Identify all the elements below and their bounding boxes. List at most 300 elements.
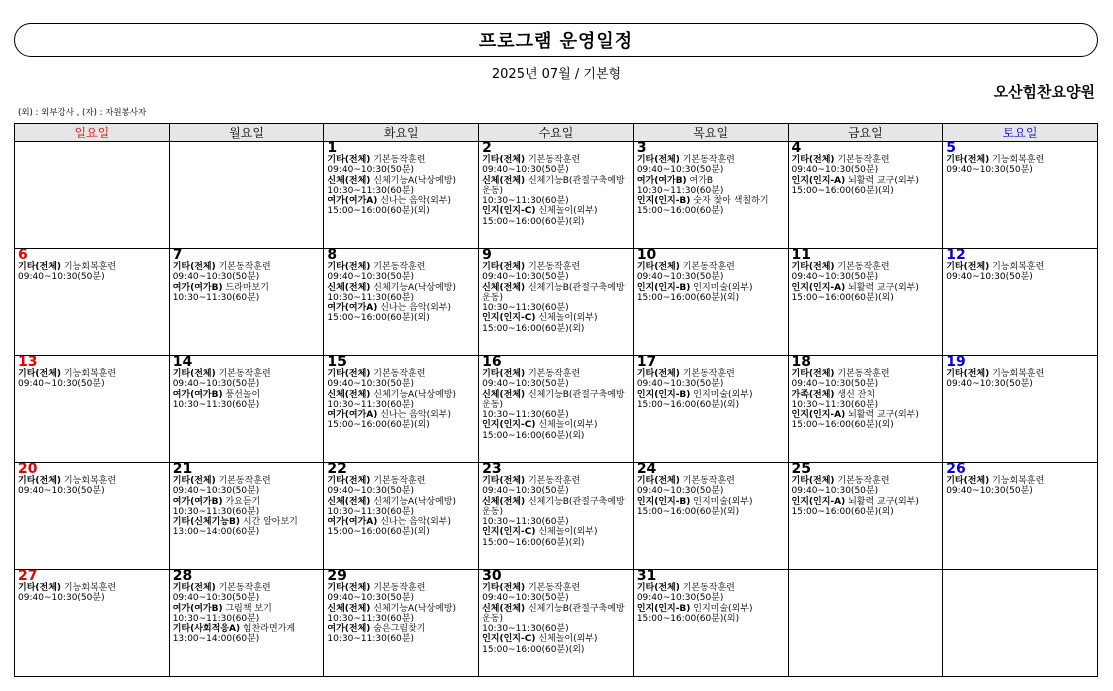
day-cell — [633, 463, 788, 570]
program-category: 기타(전체) — [482, 476, 526, 486]
program-name: 기본동작훈련 — [679, 476, 735, 486]
program-name: 힘찬라면가게 — [240, 624, 296, 635]
day-number: 19 — [946, 355, 966, 370]
program-category: 기타(전체) — [791, 369, 835, 379]
program-category: 인지(인지-B) — [636, 496, 691, 507]
program-time: 09:40~10:30(50분) — [636, 486, 724, 497]
day-number: 22 — [327, 462, 347, 477]
program-entry — [637, 262, 788, 283]
program-category: 신체(전체) — [482, 282, 526, 293]
program-entry — [637, 497, 788, 518]
program-time: 10:30~11:30(60분) — [327, 185, 414, 196]
program-category: 기타(전체) — [18, 369, 62, 379]
day-cell — [943, 356, 1098, 463]
program-entry — [327, 176, 478, 197]
program-category: 기타(전체) — [946, 155, 990, 165]
program-name: 생신 잔치 — [834, 389, 876, 400]
program-name: 기본동작훈련 — [679, 262, 735, 272]
day-cell — [324, 463, 479, 570]
program-entry — [482, 283, 633, 314]
day-cell — [943, 142, 1098, 249]
program-entry — [946, 476, 1097, 497]
program-category: 기타(전체) — [172, 583, 216, 593]
program-name: 기본동작훈련 — [215, 369, 271, 379]
program-category: 신체(전체) — [327, 282, 371, 293]
program-name: 기본동작훈련 — [834, 476, 890, 486]
program-time: 15:00~16:00(60분)(외) — [791, 185, 894, 196]
program-time: 10:30~11:30(60분) — [327, 613, 414, 624]
program-category: 여가(여가B) — [636, 175, 687, 186]
program-category: 기타(전체) — [482, 369, 526, 379]
program-name: 기본동작훈련 — [679, 155, 735, 165]
program-name: 인지미술(외부) — [690, 389, 753, 400]
program-time: 15:00~16:00(60분)(외) — [482, 430, 585, 441]
program-entry — [792, 476, 943, 497]
day-number: 23 — [482, 462, 502, 477]
program-name: 그림책 보기 — [222, 603, 272, 614]
program-category: 인지(인지-C) — [482, 420, 536, 431]
day-number: 10 — [636, 248, 657, 263]
weekday-header-row — [15, 124, 1098, 142]
program-name: 기본동작훈련 — [370, 369, 426, 379]
calendar-week-row — [15, 570, 1098, 677]
day-cell — [15, 463, 170, 570]
day-cell — [633, 142, 788, 249]
program-time: 15:00~16:00(60분)(외) — [327, 313, 430, 324]
program-entry — [327, 303, 478, 324]
program-entry — [327, 155, 478, 176]
program-time: 15:00~16:00(60분)(외) — [482, 216, 585, 227]
program-entry — [482, 497, 633, 528]
day-number: 24 — [636, 462, 657, 477]
program-entry — [482, 420, 633, 441]
program-time: 10:30~11:30(60분) — [172, 292, 260, 303]
program-category: 기타(전체) — [172, 476, 216, 486]
program-time: 10:30~11:30(60분) — [482, 303, 569, 314]
program-name: 인지미술(외부) — [690, 603, 753, 614]
day-cell — [169, 463, 324, 570]
program-name: 인지미술(외부) — [690, 282, 753, 293]
day-cell — [479, 142, 634, 249]
program-time: 15:00~16:00(60분)(외) — [482, 644, 585, 655]
calendar-table — [14, 123, 1098, 677]
program-entry — [173, 517, 324, 538]
program-name: 기본동작훈련 — [370, 583, 426, 593]
program-entry — [637, 155, 788, 176]
program-time: 09:40~10:30(50분) — [791, 272, 879, 283]
program-time: 09:40~10:30(50분) — [327, 379, 414, 390]
program-time: 15:00~16:00(60분)(외) — [636, 399, 740, 410]
program-time: 09:40~10:30(50분) — [327, 593, 414, 604]
day-number: 31 — [636, 569, 657, 584]
program-time: 10:30~11:30(60분) — [482, 196, 569, 207]
day-cell — [15, 570, 170, 677]
program-time: 15:00~16:00(60분)(외) — [482, 323, 585, 334]
program-time: 10:30~11:30(60분) — [482, 624, 569, 635]
day-number: 25 — [791, 462, 811, 477]
program-time: 09:40~10:30(50분) — [18, 272, 105, 283]
program-entry — [482, 476, 633, 497]
day-number: 28 — [172, 569, 193, 584]
program-name: 기본동작훈련 — [370, 476, 426, 486]
program-category: 신체(전체) — [482, 496, 526, 507]
program-entry — [792, 410, 943, 431]
program-time: 09:40~10:30(50분) — [946, 486, 1033, 497]
program-name: 기능회복훈련 — [989, 262, 1045, 272]
weekday-header: 월요일 — [169, 124, 324, 142]
program-name: 기본동작훈련 — [525, 476, 581, 486]
program-entry — [173, 624, 324, 645]
program-category: 인지(인지-A) — [791, 175, 846, 186]
day-cell — [15, 142, 170, 249]
program-name: 뇌활력 교구(외부) — [845, 496, 919, 507]
program-name: 기능회복훈련 — [61, 369, 117, 379]
program-time: 15:00~16:00(60분) — [636, 206, 724, 217]
day-number: 8 — [327, 248, 338, 263]
day-cell — [169, 249, 324, 356]
organization-name: 오산힘찬요양원 — [993, 83, 1095, 101]
program-name: 뇌활력 교구(외부) — [845, 175, 919, 186]
program-category: 여가(여가B) — [172, 389, 223, 400]
day-cell — [479, 356, 634, 463]
program-time: 15:00~16:00(60분)(외) — [327, 206, 430, 217]
program-category: 기타(전체) — [636, 476, 680, 486]
program-entry — [637, 369, 788, 390]
program-entry — [637, 583, 788, 604]
program-time: 10:30~11:30(60분) — [327, 506, 414, 517]
program-time: 09:40~10:30(50분) — [791, 165, 879, 176]
program-time: 09:40~10:30(50분) — [636, 272, 724, 283]
program-time: 10:30~11:30(60분) — [482, 517, 569, 528]
program-name: 숫자 찾아 색칠하기 — [690, 196, 769, 207]
day-number: 7 — [172, 248, 183, 263]
program-name: 기본동작훈련 — [370, 155, 426, 165]
program-entry — [173, 604, 324, 625]
day-cell — [169, 142, 324, 249]
program-entry — [482, 604, 633, 635]
program-time: 09:40~10:30(50분) — [18, 486, 105, 497]
program-entry — [482, 634, 633, 655]
day-cell — [15, 356, 170, 463]
program-category: 기타(전체) — [636, 583, 680, 593]
program-entry — [637, 176, 788, 197]
program-time: 10:30~11:30(60분) — [482, 410, 569, 421]
weekday-header: 금요일 — [788, 124, 943, 142]
program-name: 기본동작훈련 — [525, 155, 581, 165]
program-time: 10:30~11:30(60분) — [172, 613, 260, 624]
program-category: 기타(전체) — [18, 583, 62, 593]
program-entry — [18, 262, 169, 283]
program-category: 기타(전체) — [636, 262, 680, 272]
day-number: 6 — [18, 248, 28, 263]
legend-note: (외) : 외부강사 , (자) : 자원봉사자 — [18, 108, 147, 118]
program-name: 기본동작훈련 — [525, 369, 581, 379]
program-name: 기능회복훈련 — [989, 476, 1045, 486]
program-entry — [792, 176, 943, 197]
program-category: 기타(전체) — [327, 155, 371, 165]
day-cell — [479, 249, 634, 356]
program-name: 신체기능A(낙상예방) — [370, 603, 457, 614]
program-time: 10:30~11:30(60분) — [327, 634, 414, 645]
program-entry — [637, 604, 788, 625]
program-category: 기타(전체) — [18, 262, 62, 272]
day-number: 13 — [18, 355, 38, 370]
weekday-header: 토요일 — [943, 124, 1098, 142]
program-entry — [173, 369, 324, 390]
program-name: 기본동작훈련 — [525, 583, 581, 593]
program-entry — [637, 390, 788, 411]
program-time: 09:40~10:30(50분) — [636, 379, 724, 390]
program-time: 15:00~16:00(60분)(외) — [636, 506, 740, 517]
program-category: 여가(여가A) — [327, 303, 378, 314]
program-time: 10:30~11:30(60분) — [327, 399, 414, 410]
day-number: 29 — [327, 569, 347, 584]
program-time: 09:40~10:30(50분) — [946, 272, 1033, 283]
program-category: 신체(전체) — [327, 175, 371, 186]
program-entry — [18, 583, 169, 604]
program-name: 기본동작훈련 — [215, 262, 271, 272]
day-number: 9 — [482, 248, 492, 263]
program-time: 09:40~10:30(50분) — [482, 486, 569, 497]
day-cell — [324, 570, 479, 677]
program-name: 신체기능B(관절구축예방운동) — [482, 496, 625, 517]
program-entry — [792, 369, 943, 390]
day-cell — [943, 570, 1098, 677]
day-cell — [324, 249, 479, 356]
weekday-header: 목요일 — [633, 124, 788, 142]
day-cell — [788, 463, 943, 570]
program-name: 신체놀이(외부) — [535, 206, 598, 217]
program-time: 10:30~11:30(60분) — [636, 185, 724, 196]
program-entry — [18, 476, 169, 497]
day-cell — [169, 356, 324, 463]
program-name: 신체놀이(외부) — [535, 420, 598, 431]
day-cell — [479, 463, 634, 570]
program-entry — [173, 476, 324, 497]
day-cell — [479, 570, 634, 677]
day-number: 11 — [791, 248, 811, 263]
program-time: 09:40~10:30(50분) — [18, 379, 105, 390]
page-subtitle: 2025년 07월 / 기본형 — [491, 67, 622, 82]
program-entry — [792, 497, 943, 518]
program-category: 기타(전체) — [482, 155, 526, 165]
program-name: 여가B — [686, 175, 714, 186]
program-time: 09:40~10:30(50분) — [791, 379, 879, 390]
program-time: 15:00~16:00(60분)(외) — [636, 613, 740, 624]
program-time: 09:40~10:30(50분) — [172, 593, 260, 604]
weekday-header: 일요일 — [15, 124, 170, 142]
program-category: 인지(인지-A) — [791, 496, 846, 507]
program-category: 기타(전체) — [946, 262, 990, 272]
program-category: 가족(전체) — [791, 389, 835, 400]
program-name: 신체기능A(낙상예방) — [370, 282, 457, 293]
program-category: 기타(전체) — [791, 155, 835, 165]
program-category: 기타(전체) — [636, 369, 680, 379]
program-name: 기본동작훈련 — [834, 262, 890, 272]
program-name: 신체놀이(외부) — [535, 527, 598, 538]
day-cell — [15, 249, 170, 356]
program-name: 인지미술(외부) — [690, 496, 753, 507]
program-time: 09:40~10:30(50분) — [482, 379, 569, 390]
program-entry — [327, 497, 478, 518]
program-name: 기본동작훈련 — [834, 155, 890, 165]
program-name: 기능회복훈련 — [989, 369, 1045, 379]
program-name: 기본동작훈련 — [679, 583, 735, 593]
program-entry — [482, 176, 633, 207]
program-category: 여가(여가A) — [327, 517, 378, 528]
program-category: 인지(인지-A) — [791, 282, 846, 293]
program-name: 기능회복훈련 — [61, 262, 117, 272]
program-category: 신체(전체) — [327, 603, 371, 614]
program-name: 신체기능B(관절구축예방운동) — [482, 175, 625, 196]
program-category: 인지(인지-C) — [482, 527, 536, 538]
program-time: 15:00~16:00(60분)(외) — [636, 292, 740, 303]
program-category: 인지(인지-A) — [791, 410, 846, 421]
day-number: 4 — [791, 141, 802, 156]
program-category: 인지(인지-C) — [482, 634, 536, 645]
program-entry — [792, 283, 943, 304]
program-entry — [327, 390, 478, 411]
program-name: 신체기능B(관절구축예방운동) — [482, 603, 625, 624]
program-category: 기타(전체) — [172, 369, 216, 379]
day-cell — [788, 570, 943, 677]
program-category: 여가(전체) — [327, 624, 371, 635]
program-category: 신체(전체) — [327, 389, 371, 400]
program-category: 기타(전체) — [791, 476, 835, 486]
program-name: 드라마보기 — [222, 282, 269, 293]
program-entry — [792, 390, 943, 411]
program-entry — [327, 369, 478, 390]
program-time: 10:30~11:30(60분) — [791, 399, 879, 410]
program-category: 신체(전체) — [327, 496, 371, 507]
program-category: 여가(여가B) — [172, 282, 223, 293]
program-name: 신나는 음악(외부) — [377, 303, 451, 314]
program-time: 15:00~16:00(60분)(외) — [791, 506, 894, 517]
program-category: 기타(전체) — [327, 583, 371, 593]
program-name: 신나는 음악(외부) — [377, 517, 451, 528]
program-category: 기타(사회적응A) — [172, 624, 241, 635]
program-entry — [327, 283, 478, 304]
calendar-week-row — [15, 463, 1098, 570]
program-time: 09:40~10:30(50분) — [172, 272, 260, 283]
day-cell — [324, 356, 479, 463]
day-cell — [788, 356, 943, 463]
program-name: 신체놀이(외부) — [535, 313, 598, 324]
program-time: 09:40~10:30(50분) — [946, 379, 1033, 390]
day-number: 20 — [18, 462, 38, 477]
day-number: 5 — [946, 141, 956, 156]
calendar-week-row — [15, 356, 1098, 463]
program-category: 인지(인지-B) — [636, 389, 691, 400]
program-entry — [327, 410, 478, 431]
program-entry — [327, 476, 478, 497]
program-entry — [482, 262, 633, 283]
program-entry — [327, 624, 478, 645]
program-time: 09:40~10:30(50분) — [482, 165, 569, 176]
program-name: 기본동작훈련 — [215, 476, 271, 486]
program-entry — [637, 196, 788, 217]
program-name: 기능회복훈련 — [61, 476, 117, 486]
program-category: 여가(여가A) — [327, 410, 378, 421]
program-time: 09:40~10:30(50분) — [18, 593, 105, 604]
program-entry — [173, 497, 324, 518]
program-entry — [946, 369, 1097, 390]
program-entry — [482, 390, 633, 421]
program-time: 15:00~16:00(60분)(외) — [327, 420, 430, 431]
program-name: 기본동작훈련 — [525, 262, 581, 272]
calendar-week-row — [15, 142, 1098, 249]
program-time: 09:40~10:30(50분) — [482, 593, 569, 604]
program-entry — [327, 196, 478, 217]
program-category: 인지(인지-B) — [636, 196, 691, 207]
program-name: 신체기능B(관절구축예방운동) — [482, 282, 625, 303]
day-cell — [324, 142, 479, 249]
program-entry — [482, 583, 633, 604]
program-entry — [173, 262, 324, 283]
day-number: 16 — [482, 355, 502, 370]
program-entry — [18, 369, 169, 390]
day-cell — [943, 249, 1098, 356]
program-time: 15:00~16:00(60분)(외) — [791, 292, 894, 303]
program-entry — [482, 155, 633, 176]
program-entry — [173, 390, 324, 411]
program-entry — [482, 527, 633, 548]
day-number: 3 — [636, 141, 647, 156]
program-category: 기타(전체) — [636, 155, 680, 165]
program-name: 기본동작훈련 — [370, 262, 426, 272]
program-time: 15:00~16:00(60분)(외) — [482, 537, 585, 548]
program-time: 09:40~10:30(50분) — [482, 272, 569, 283]
program-name: 신나는 음악(외부) — [377, 196, 451, 207]
program-name: 기능회복훈련 — [989, 155, 1045, 165]
program-name: 뇌활력 교구(외부) — [845, 410, 919, 421]
page-title: 프로그램 운영일정 — [478, 31, 634, 52]
day-cell — [633, 356, 788, 463]
program-category: 기타(전체) — [791, 262, 835, 272]
program-entry — [946, 262, 1097, 283]
day-number: 15 — [327, 355, 347, 370]
program-name: 기본동작훈련 — [215, 583, 271, 593]
program-name: 기본동작훈련 — [679, 369, 735, 379]
program-name: 신나는 음악(외부) — [377, 410, 451, 421]
program-name: 신체놀이(외부) — [535, 634, 598, 645]
program-entry — [173, 583, 324, 604]
program-category: 기타(전체) — [946, 369, 990, 379]
program-category: 여가(여가B) — [172, 603, 223, 614]
day-number: 14 — [172, 355, 193, 370]
program-time: 10:30~11:30(60분) — [172, 506, 260, 517]
program-name: 신체기능B(관절구축예방운동) — [482, 389, 625, 410]
program-time: 15:00~16:00(60분)(외) — [791, 420, 894, 431]
day-cell — [633, 249, 788, 356]
program-category: 인지(인지-C) — [482, 313, 536, 324]
program-name: 신체기능A(낙상예방) — [370, 496, 457, 507]
day-number: 2 — [482, 141, 492, 156]
program-category: 인지(인지-B) — [636, 282, 691, 293]
day-cell — [788, 142, 943, 249]
weekday-header: 수요일 — [479, 124, 634, 142]
program-entry — [482, 313, 633, 334]
program-time: 09:40~10:30(50분) — [636, 593, 724, 604]
program-category: 기타(전체) — [172, 262, 216, 272]
program-entry — [637, 476, 788, 497]
program-time: 09:40~10:30(50분) — [636, 165, 724, 176]
program-category: 여가(여가A) — [327, 196, 378, 207]
program-name: 시간 알아보기 — [239, 517, 298, 528]
program-time: 13:00~14:00(60분) — [172, 634, 260, 645]
program-entry — [327, 583, 478, 604]
day-cell — [169, 570, 324, 677]
